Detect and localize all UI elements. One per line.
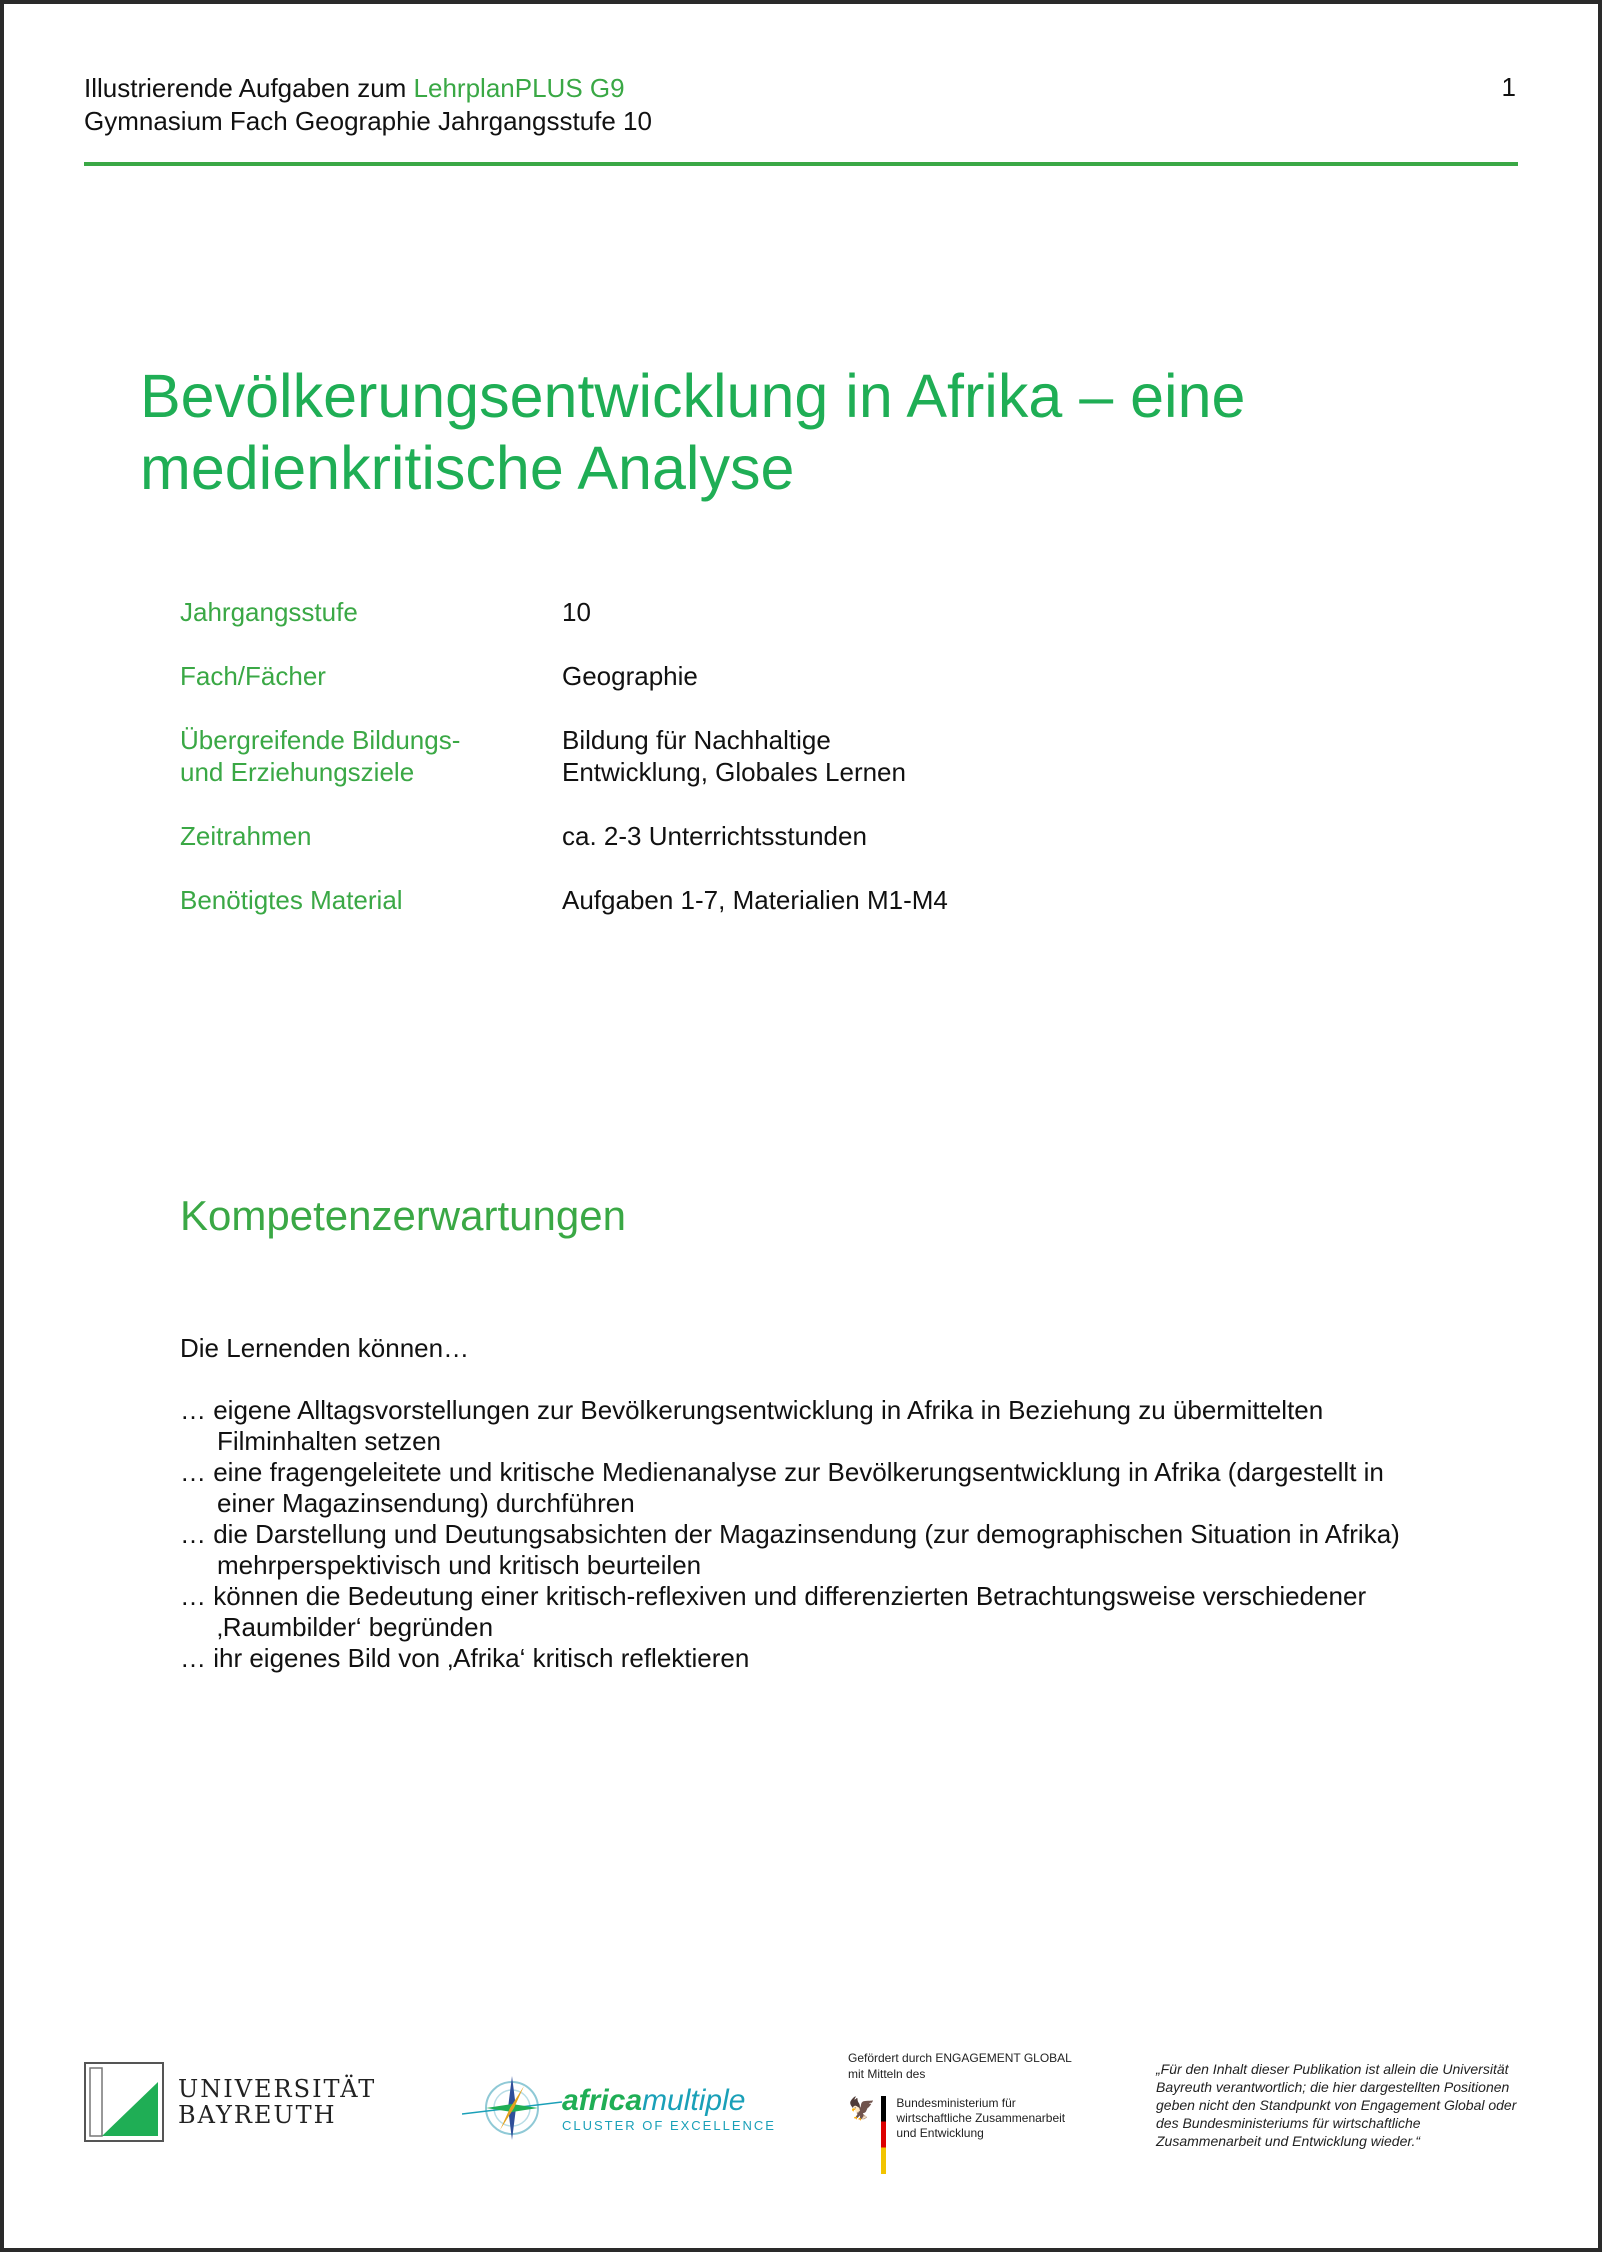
meta-row-grade — [180, 596, 1380, 628]
meta-label: Benötigtes Material — [180, 885, 403, 915]
competencies-list — [180, 1395, 1420, 1674]
list-item: … ihr eigenes Bild von ‚Afrika‘ kritisch reflektieren — [180, 1643, 750, 1673]
funding-note: Gefördert durch ENGAGEMENT GLOBAL mit Mitteln des 🦅 Bundesministerium für wirtschaftliche Zusammenarbeit und Entwicklung — [848, 2050, 1088, 2174]
meta-table — [180, 596, 1380, 948]
page-footer — [84, 2050, 1524, 2180]
competencies-heading: Kompetenzerwartungen — [180, 1192, 626, 1239]
header-line-2: Gymnasium Fach Geographie Jahrgangsstufe 10 — [84, 106, 652, 136]
meta-value: Aufgaben 1-7, Materialien M1-M4 — [562, 885, 948, 915]
bmz-logo: 🦅 Bundesministerium für wirtschaftliche Zusammenarbeit und Entwicklung — [848, 2096, 1088, 2174]
compass-icon — [462, 2068, 562, 2148]
page-header — [84, 72, 1516, 138]
page-title: Bevölkerungsentwicklung in Afrika – eine medienkritische Analyse — [140, 362, 1246, 502]
meta-value: 10 — [562, 597, 591, 627]
competencies-intro: Die Lernenden können… — [180, 1333, 470, 1363]
meta-row-goals — [180, 724, 1380, 788]
page-number: 1 — [1501, 72, 1516, 102]
header-divider — [84, 162, 1518, 166]
university-logo: UNIVERSITÄT BAYREUTH — [84, 2062, 376, 2142]
lehrplan-highlight: LehrplanPLUS G9 — [413, 73, 625, 103]
meta-label: Jahrgangsstufe — [180, 597, 358, 627]
meta-value: ca. 2-3 Unterrichtsstunden — [562, 821, 867, 851]
header-line-1: Illustrierende Aufgaben zum LehrplanPLUS G9 — [84, 73, 625, 103]
university-bayreuth-icon — [84, 2062, 164, 2142]
meta-row-time — [180, 820, 1380, 852]
list-item: … eine fragengeleitete und kritische Medienanalyse zur Bevölkerungsentwicklung in Afrika (dargestellt in einer Magazinsendung) durchführen — [180, 1457, 1384, 1518]
meta-value: Geographie — [562, 661, 698, 691]
meta-value: Bildung für Nachhaltige Entwicklung, Globales Lernen — [562, 725, 906, 787]
disclaimer-text: „Für den Inhalt dieser Publikation ist allein die Universität Bayreuth verantwortlich; die hier dargestellten Positionen geben nicht den Standpunkt von Engagement Global oder des Bundesministeriums für wirtschaftliche Zusammenarbeit und Entwicklung wieder.“ — [1156, 2061, 1517, 2149]
german-flag-bar-icon — [881, 2096, 886, 2174]
list-item: … können die Bedeutung einer kritisch-reflexiven und differenzierten Betrachtungsweise verschiedener ‚Raumbilder‘ begründen — [180, 1581, 1367, 1642]
meta-label: Zeitrahmen — [180, 821, 312, 851]
africamultiple-logo: africamultiple CLUSTER OF EXCELLENCE — [462, 2068, 776, 2148]
meta-label: Fach/Fächer — [180, 661, 326, 691]
list-item: … eigene Alltagsvorstellungen zur Bevölkerungsentwicklung in Afrika in Beziehung zu übermittelten Filminhalten setzen — [180, 1395, 1324, 1456]
meta-row-subject — [180, 660, 1380, 692]
federal-eagle-icon: 🦅 — [848, 2096, 876, 2121]
list-item: … die Darstellung und Deutungsabsichten der Magazinsendung (zur demographischen Situation in Afrika) mehrperspektivisch und kritisch beurteilen — [180, 1519, 1400, 1580]
meta-label: Übergreifende Bildungs- und Erziehungsziele — [180, 725, 461, 787]
meta-row-material — [180, 884, 1380, 916]
